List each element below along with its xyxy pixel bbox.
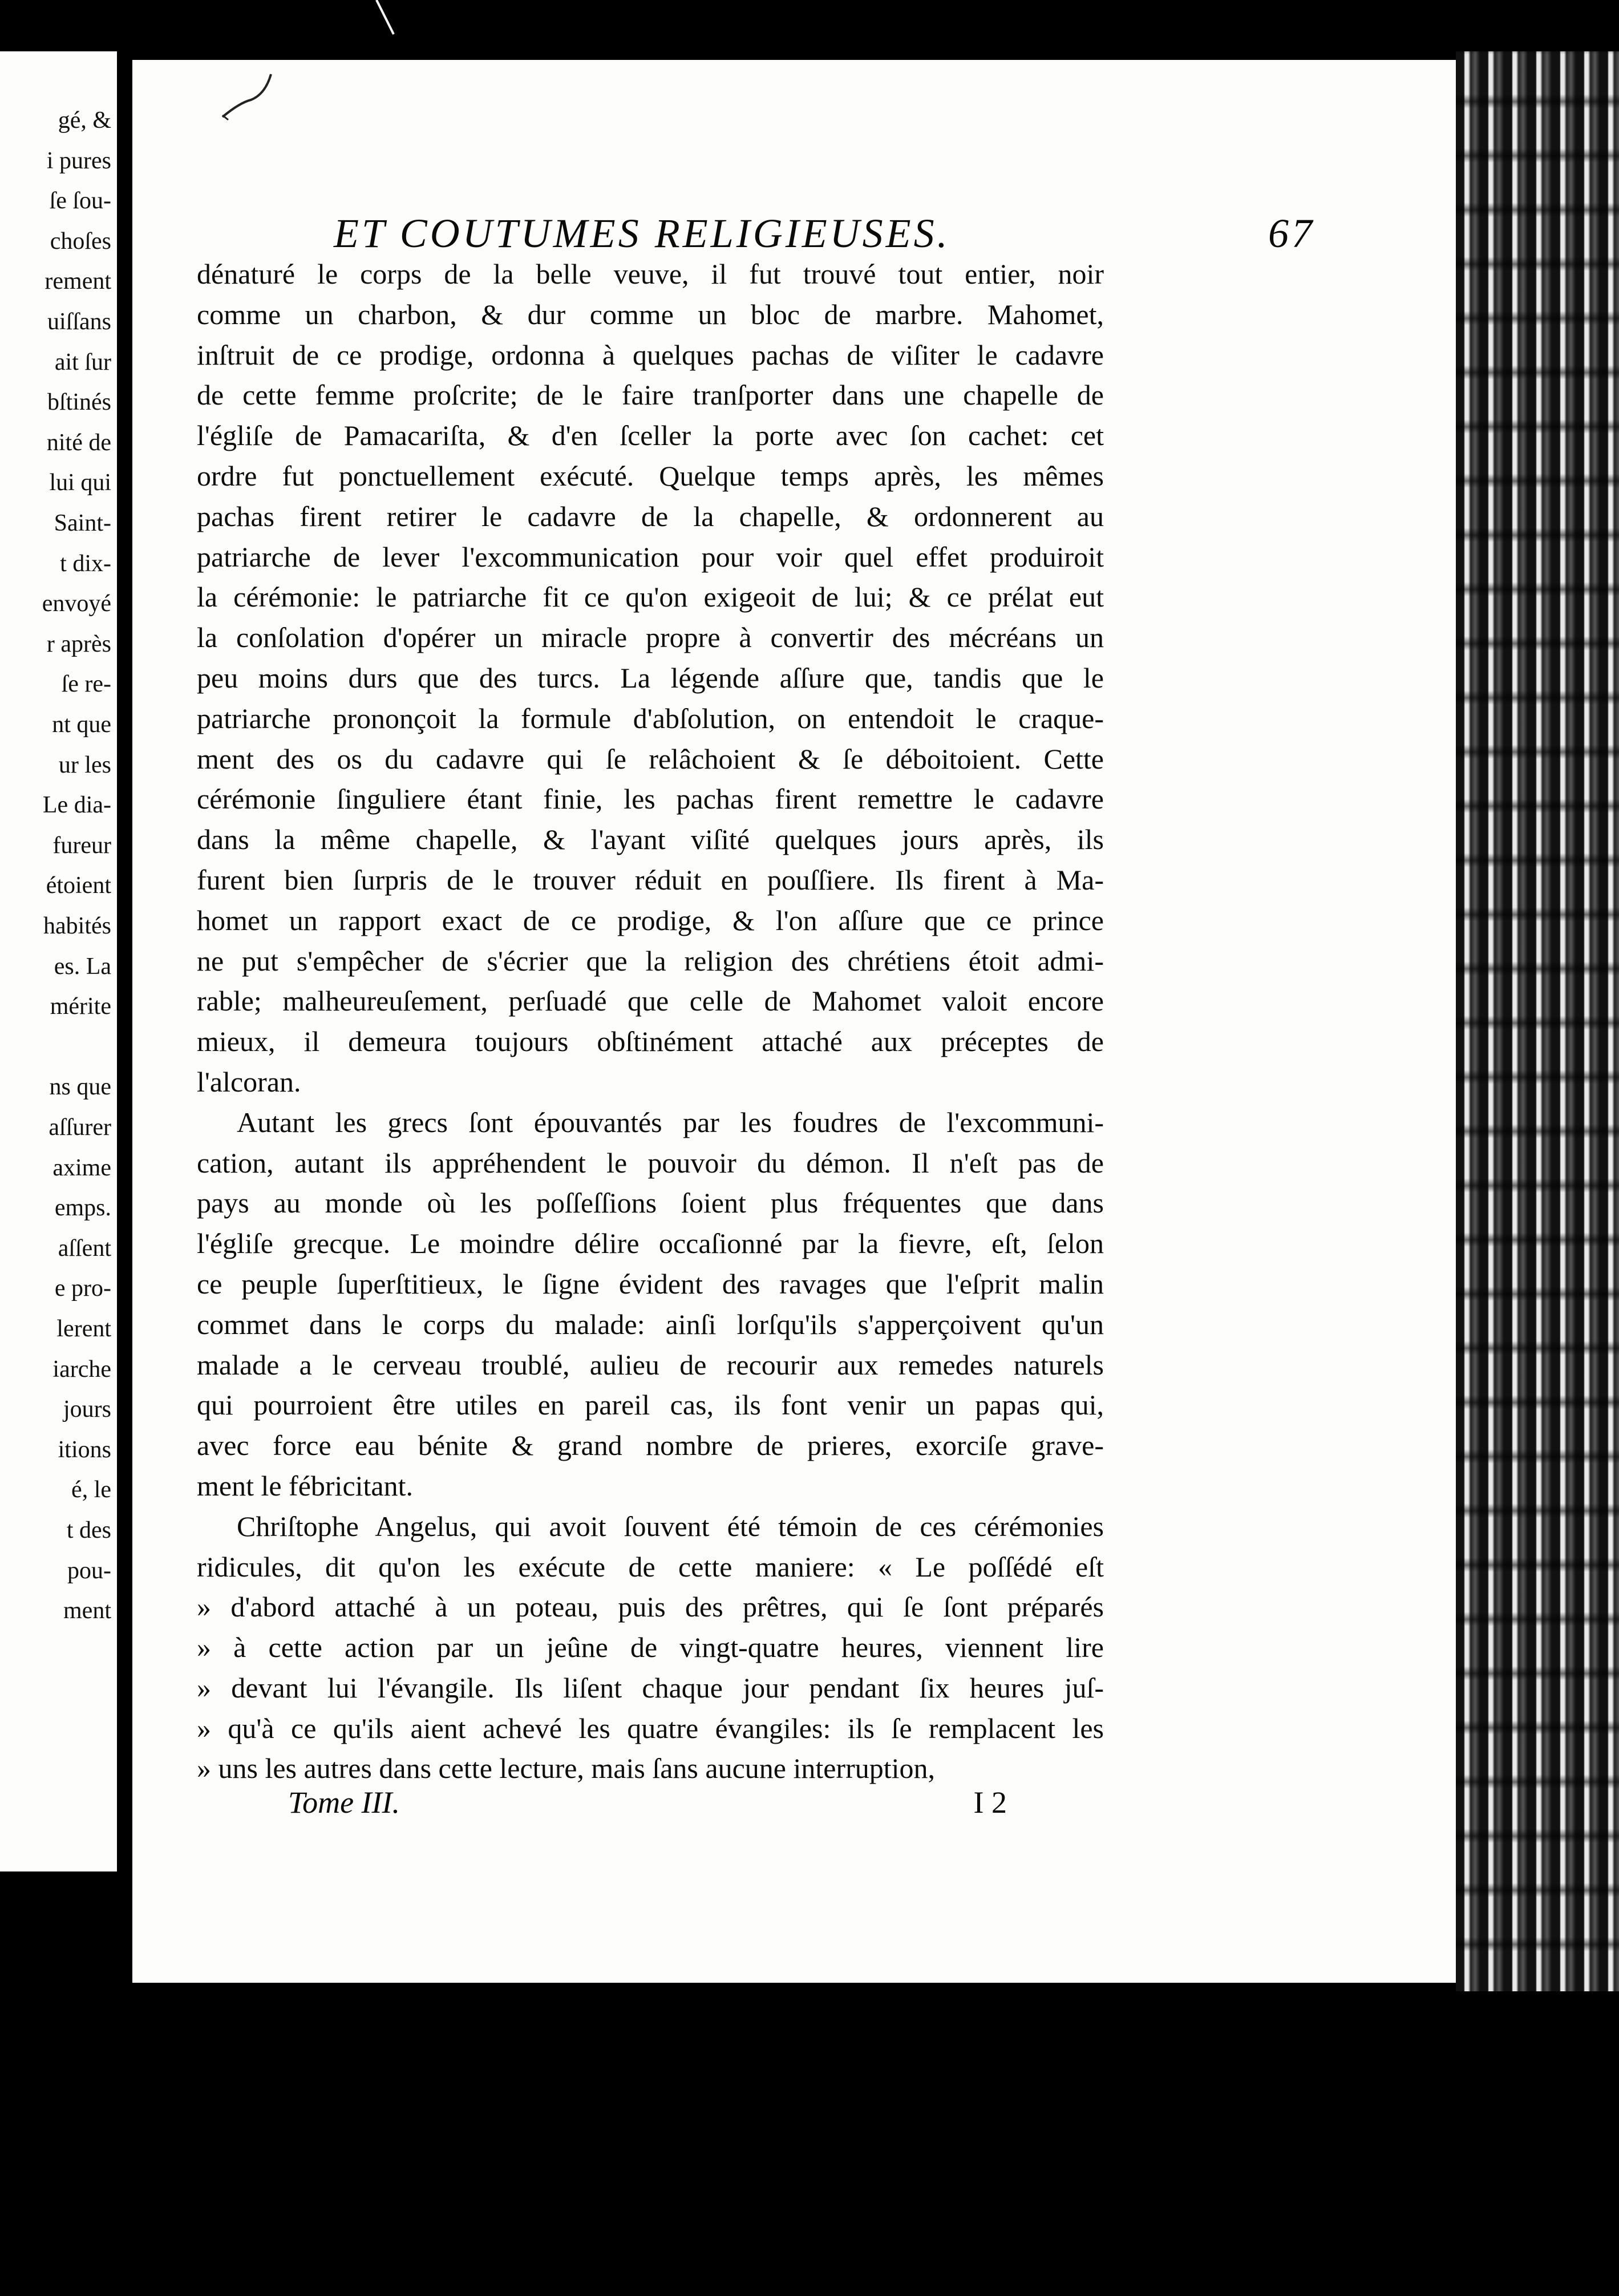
- running-title: ET COUTUMES RELIGIEUSES.: [334, 211, 950, 256]
- facing-page-line: habités: [43, 913, 111, 939]
- facing-page-line: r après: [46, 630, 111, 657]
- text-line: la conſolation d'opérer un miracle propre à convertir des mécréans un: [197, 621, 1104, 654]
- facing-page-line: e pro-: [54, 1275, 111, 1302]
- text-line: Autant les grecs ſont épouvantés par les foudres de l'excommuni-: [237, 1106, 1104, 1138]
- facing-page-line: t dix-: [60, 550, 111, 577]
- page-number: 67: [1268, 211, 1315, 256]
- facing-page-line: axime: [52, 1154, 111, 1181]
- text-line: cation, autant ils appréhendent le pouvoir du démon. Il n'eſt pas de: [197, 1146, 1104, 1179]
- facing-page-line: étoient: [46, 872, 111, 899]
- text-line: patriarche prononçoit la formule d'abſolution, on entendoit le craque-: [197, 702, 1104, 734]
- facing-page-line: ſe re-: [61, 671, 111, 698]
- facing-page-line: iarche: [52, 1356, 111, 1383]
- facing-page-line: ns que: [49, 1074, 111, 1101]
- text-line: avec force eau bénite & grand nombre de prieres, exorciſe grave-: [197, 1429, 1104, 1462]
- facing-page-line: mérite: [50, 993, 111, 1020]
- facing-page-line: aſſurer: [48, 1114, 111, 1141]
- facing-page-line: lerent: [56, 1316, 111, 1342]
- facing-page-line: envoyé: [42, 591, 111, 617]
- text-line: de cette femme proſcrite; de le faire tranſporter dans une chapelle de: [197, 379, 1104, 411]
- facing-page-line: ſe ſou-: [49, 188, 111, 215]
- text-line: peu moins durs que des turcs. La légende aſſure que, tandis que le: [197, 661, 1104, 694]
- text-line: ne put s'empêcher de s'écrier que la religion des chrétiens étoit admi-: [197, 944, 1104, 977]
- text-line: commet dans le corps du malade: ainſi lorſqu'ils s'apperçoivent qu'un: [197, 1308, 1104, 1340]
- facing-page-line: pou-: [67, 1557, 111, 1584]
- facing-page-line: ment: [63, 1598, 111, 1624]
- facing-page-line: emps.: [54, 1195, 111, 1222]
- text-line: ment le fébricitant.: [197, 1469, 414, 1502]
- text-line: inſtruit de ce prodige, ordonna à quelques pachas de viſiter le cadavre: [197, 338, 1104, 371]
- facing-page-line: es. La: [54, 953, 111, 980]
- text-line: la cérémonie: le patriarche fit ce qu'on exigeoit de lui; & ce prélat eut: [197, 581, 1104, 613]
- facing-page-line: ur les: [58, 751, 111, 778]
- facing-page-line: Le dia-: [42, 792, 111, 819]
- facing-page-line: gé, &: [58, 107, 111, 134]
- text-line: » d'abord attaché à un poteau, puis des prêtres, qui ſe ſont préparés: [197, 1591, 1104, 1623]
- text-line: furent bien ſurpris de le trouver réduit en pouſſiere. Ils firent à Ma-: [197, 863, 1104, 896]
- pen-scratch-mark: [217, 68, 285, 126]
- binding-mark: [371, 0, 405, 40]
- text-line: ce peuple ſuperſtitieux, le ſigne évident des ravages que l'eſprit malin: [197, 1267, 1104, 1300]
- body-text: [197, 254, 1104, 1789]
- volume-label: Tome III.: [288, 1785, 400, 1820]
- page-footer: [288, 1785, 1007, 1825]
- text-line: » à cette action par un jeûne de vingt-quatre heures, viennent lire: [197, 1631, 1104, 1664]
- text-line: dans la même chapelle, & l'ayant viſité quelques jours après, ils: [197, 823, 1104, 856]
- text-line: dénaturé le corps de la belle veuve, il fut trouvé tout entier, noir: [197, 258, 1104, 290]
- text-line: pays au monde où les poſſeſſions ſoient plus fréquentes que dans: [197, 1187, 1104, 1219]
- text-line: ridicules, dit qu'on les exécute de cette maniere: « Le poſſédé eſt: [197, 1550, 1104, 1583]
- facing-page-line: choſes: [50, 228, 111, 254]
- text-line: » uns les autres dans cette lecture, mais ſans aucune interruption,: [197, 1752, 936, 1785]
- facing-page-fragment: [0, 51, 117, 1871]
- text-line: homet un rapport exact de ce prodige, & l'on aſſure que ce prince: [197, 904, 1104, 936]
- text-line: patriarche de lever l'excommunication pour voir quel effet produiroit: [197, 540, 1104, 573]
- text-line: mieux, il demeura toujours obſtinément attaché aux préceptes de: [197, 1025, 1104, 1058]
- text-line: cérémonie ſinguliere étant finie, les pachas firent remettre le cadavre: [197, 783, 1104, 815]
- text-line: pachas firent retirer le cadavre de la chapelle, & ordonnerent au: [197, 500, 1104, 532]
- text-line: l'égliſe grecque. Le moindre délire occaſionné par la fievre, eſt, ſelon: [197, 1227, 1104, 1260]
- text-line: l'égliſe de Pamacariſta, & d'en ſceller la porte avec ſon cachet: cet: [197, 419, 1104, 452]
- text-line: » qu'à ce qu'ils aient achevé les quatre évangiles: ils ſe remplacent les: [197, 1712, 1104, 1744]
- facing-page-line: nt que: [52, 712, 111, 738]
- text-line: malade a le cerveau troublé, aulieu de recourir aux remedes naturels: [197, 1348, 1104, 1381]
- facing-page-line: ait ſur: [54, 349, 111, 375]
- facing-page-line: itions: [58, 1436, 111, 1463]
- text-line: qui pourroient être utiles en pareil cas, ils font venir un papas qui,: [197, 1389, 1104, 1421]
- text-line: Chriſtophe Angelus, qui avoit ſouvent été témoin de ces cérémonies: [237, 1510, 1104, 1542]
- facing-page-line: bſtinés: [47, 389, 111, 416]
- facing-page-line: jours: [63, 1396, 111, 1423]
- facing-page-line: nité de: [46, 429, 111, 456]
- facing-page-line: Saint-: [54, 510, 111, 536]
- signature-mark: I 2: [973, 1785, 1007, 1820]
- text-line: comme un charbon, & dur comme un bloc de marbre. Mahomet,: [197, 298, 1104, 330]
- text-line: » devant lui l'évangile. Ils liſent chaque jour pendant ſix heures juſ-: [197, 1671, 1104, 1704]
- text-line: rable; malheureuſement, perſuadé que celle de Mahomet valoit encore: [197, 985, 1104, 1017]
- facing-page-line: fureur: [52, 832, 111, 859]
- facing-page-line: lui qui: [49, 470, 111, 496]
- facing-page-line: é, le: [71, 1477, 111, 1503]
- facing-page-line: t des: [66, 1517, 111, 1543]
- text-line: ordre fut ponctuellement exécuté. Quelque temps après, les mêmes: [197, 459, 1104, 492]
- facing-page-line: aſſent: [58, 1235, 111, 1262]
- facing-page-line: i pures: [46, 147, 111, 174]
- text-line: ment des os du cadavre qui ſe relâchoient & ſe déboitoient. Cette: [197, 742, 1104, 775]
- facing-page-line: uiſſans: [47, 309, 111, 335]
- book-fore-edge: [1456, 51, 1619, 1991]
- text-line: l'alcoran.: [197, 1065, 301, 1098]
- facing-page-line: rement: [44, 268, 111, 295]
